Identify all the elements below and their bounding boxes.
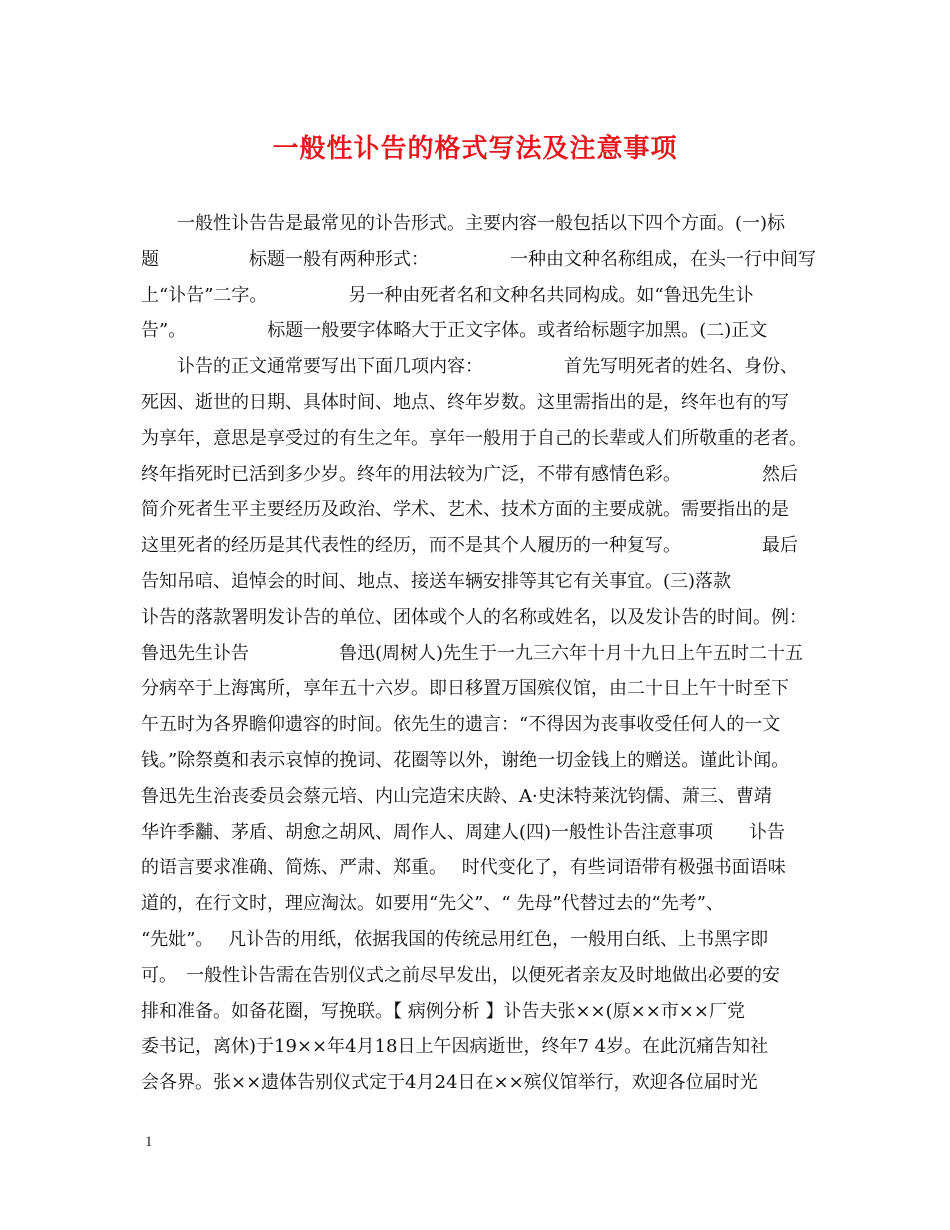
body-line: 为享年，意思是享受过的有生之年。享年一般用于自己的长辈或人们所敬重的老者。	[141, 427, 807, 449]
body-line: 讣告的正文通常要写出下面几项内容： 首先写明死者的姓名、身份、	[141, 356, 798, 378]
body-line: 死因、逝世的日期、具体时间、地点、终年岁数。这里需指出的是，终年也有的写	[141, 391, 789, 413]
body-line: 告”。 标题一般要字体略大于正文字体。或者给标题字加黑。(二)正文	[141, 320, 768, 342]
body-line: 这里死者的经历是其代表性的经历，而不是其个人履历的一种复写。 最后	[141, 535, 798, 557]
body-line: 鲁迅先生讣告 鲁迅(周树人)先生于一九三六年十月十九日上午五时二十五	[141, 642, 804, 664]
document-title: 一般性讣告的格式写法及注意事项	[272, 134, 678, 164]
body-line: 钱。”除祭奠和表示哀悼的挽词、花圈等以外，谢绝一切金钱上的赠送。谨此讣闻。	[141, 749, 790, 771]
document-body	[141, 206, 831, 1101]
body-line: 分病卒于上海寓所，享年五十六岁。即日移置万国殡仪馆，由二十日上午十时至下	[141, 678, 789, 700]
body-line: 会各界。张××遗体告别仪式定于4月24日在××殡仪馆举行，欢迎各位届时光	[141, 1072, 758, 1094]
body-line: 终年指死时已活到多少岁。终年的用法较为广泛，不带有感情色彩。 然后	[141, 463, 798, 485]
page-number: 1	[145, 1134, 153, 1150]
body-line: 一般性讣告告是最常见的讣告形式。主要内容一般包括以下四个方面。(一)标	[141, 213, 786, 234]
body-line: 讣告的落款署明发讣告的单位、团体或个人的名称或姓名，以及发讣告的时间。例：	[141, 606, 807, 628]
body-line: 题 标题一般有两种形式： 一种由文种名称组成，在头一行中间写	[141, 248, 816, 270]
body-line: “先妣”。 凡讣告的用纸，依据我国的传统忌用红色，一般用白纸、上书黑字即	[141, 928, 769, 950]
body-line: 可。 一般性讣告需在告别仪式之前尽早发出，以便死者亲友及时地做出必要的安	[141, 964, 780, 986]
body-line: 华许季黼、茅盾、胡愈之胡风、周作人、周建人(四)一般性讣告注意事项 讣告	[141, 821, 786, 843]
body-line: 排和准备。如备花圈，写挽联。【 病例分析 】讣告夫张××(原××市××厂党	[141, 1000, 745, 1022]
body-line: 午五时为各界瞻仰遗容的时间。依先生的遗言：“不得因为丧事收受任何人的一文	[141, 714, 781, 736]
body-line: 简介死者生平主要经历及政治、学术、艺术、技术方面的主要成就。需要指出的是	[141, 499, 789, 521]
body-line: 的语言要求准确、简炼、严肃、郑重。 时代变化了，有些词语带有极强书面语味	[141, 857, 786, 879]
body-line: 道的，在行文时，理应淘汰。如要用“先父”、“ 先母”代替过去的“先考”、	[141, 893, 724, 915]
body-line: 告知吊唁、追悼会的时间、地点、接送车辆安排等其它有关事宜。(三)落款	[141, 570, 732, 592]
body-line: 鲁迅先生治丧委员会蔡元培、内山完造宋庆龄、A·史沫特莱沈钧儒、萧三、曹靖	[141, 785, 772, 807]
body-line: 上“讣告”二字。 另一种由死者名和文种名共同构成。如“鲁迅先生讣	[141, 284, 754, 306]
body-line: 委书记，离休)于19××年4月18日上午因病逝世，终年7 4岁。在此沉痛告知社	[141, 1036, 769, 1058]
